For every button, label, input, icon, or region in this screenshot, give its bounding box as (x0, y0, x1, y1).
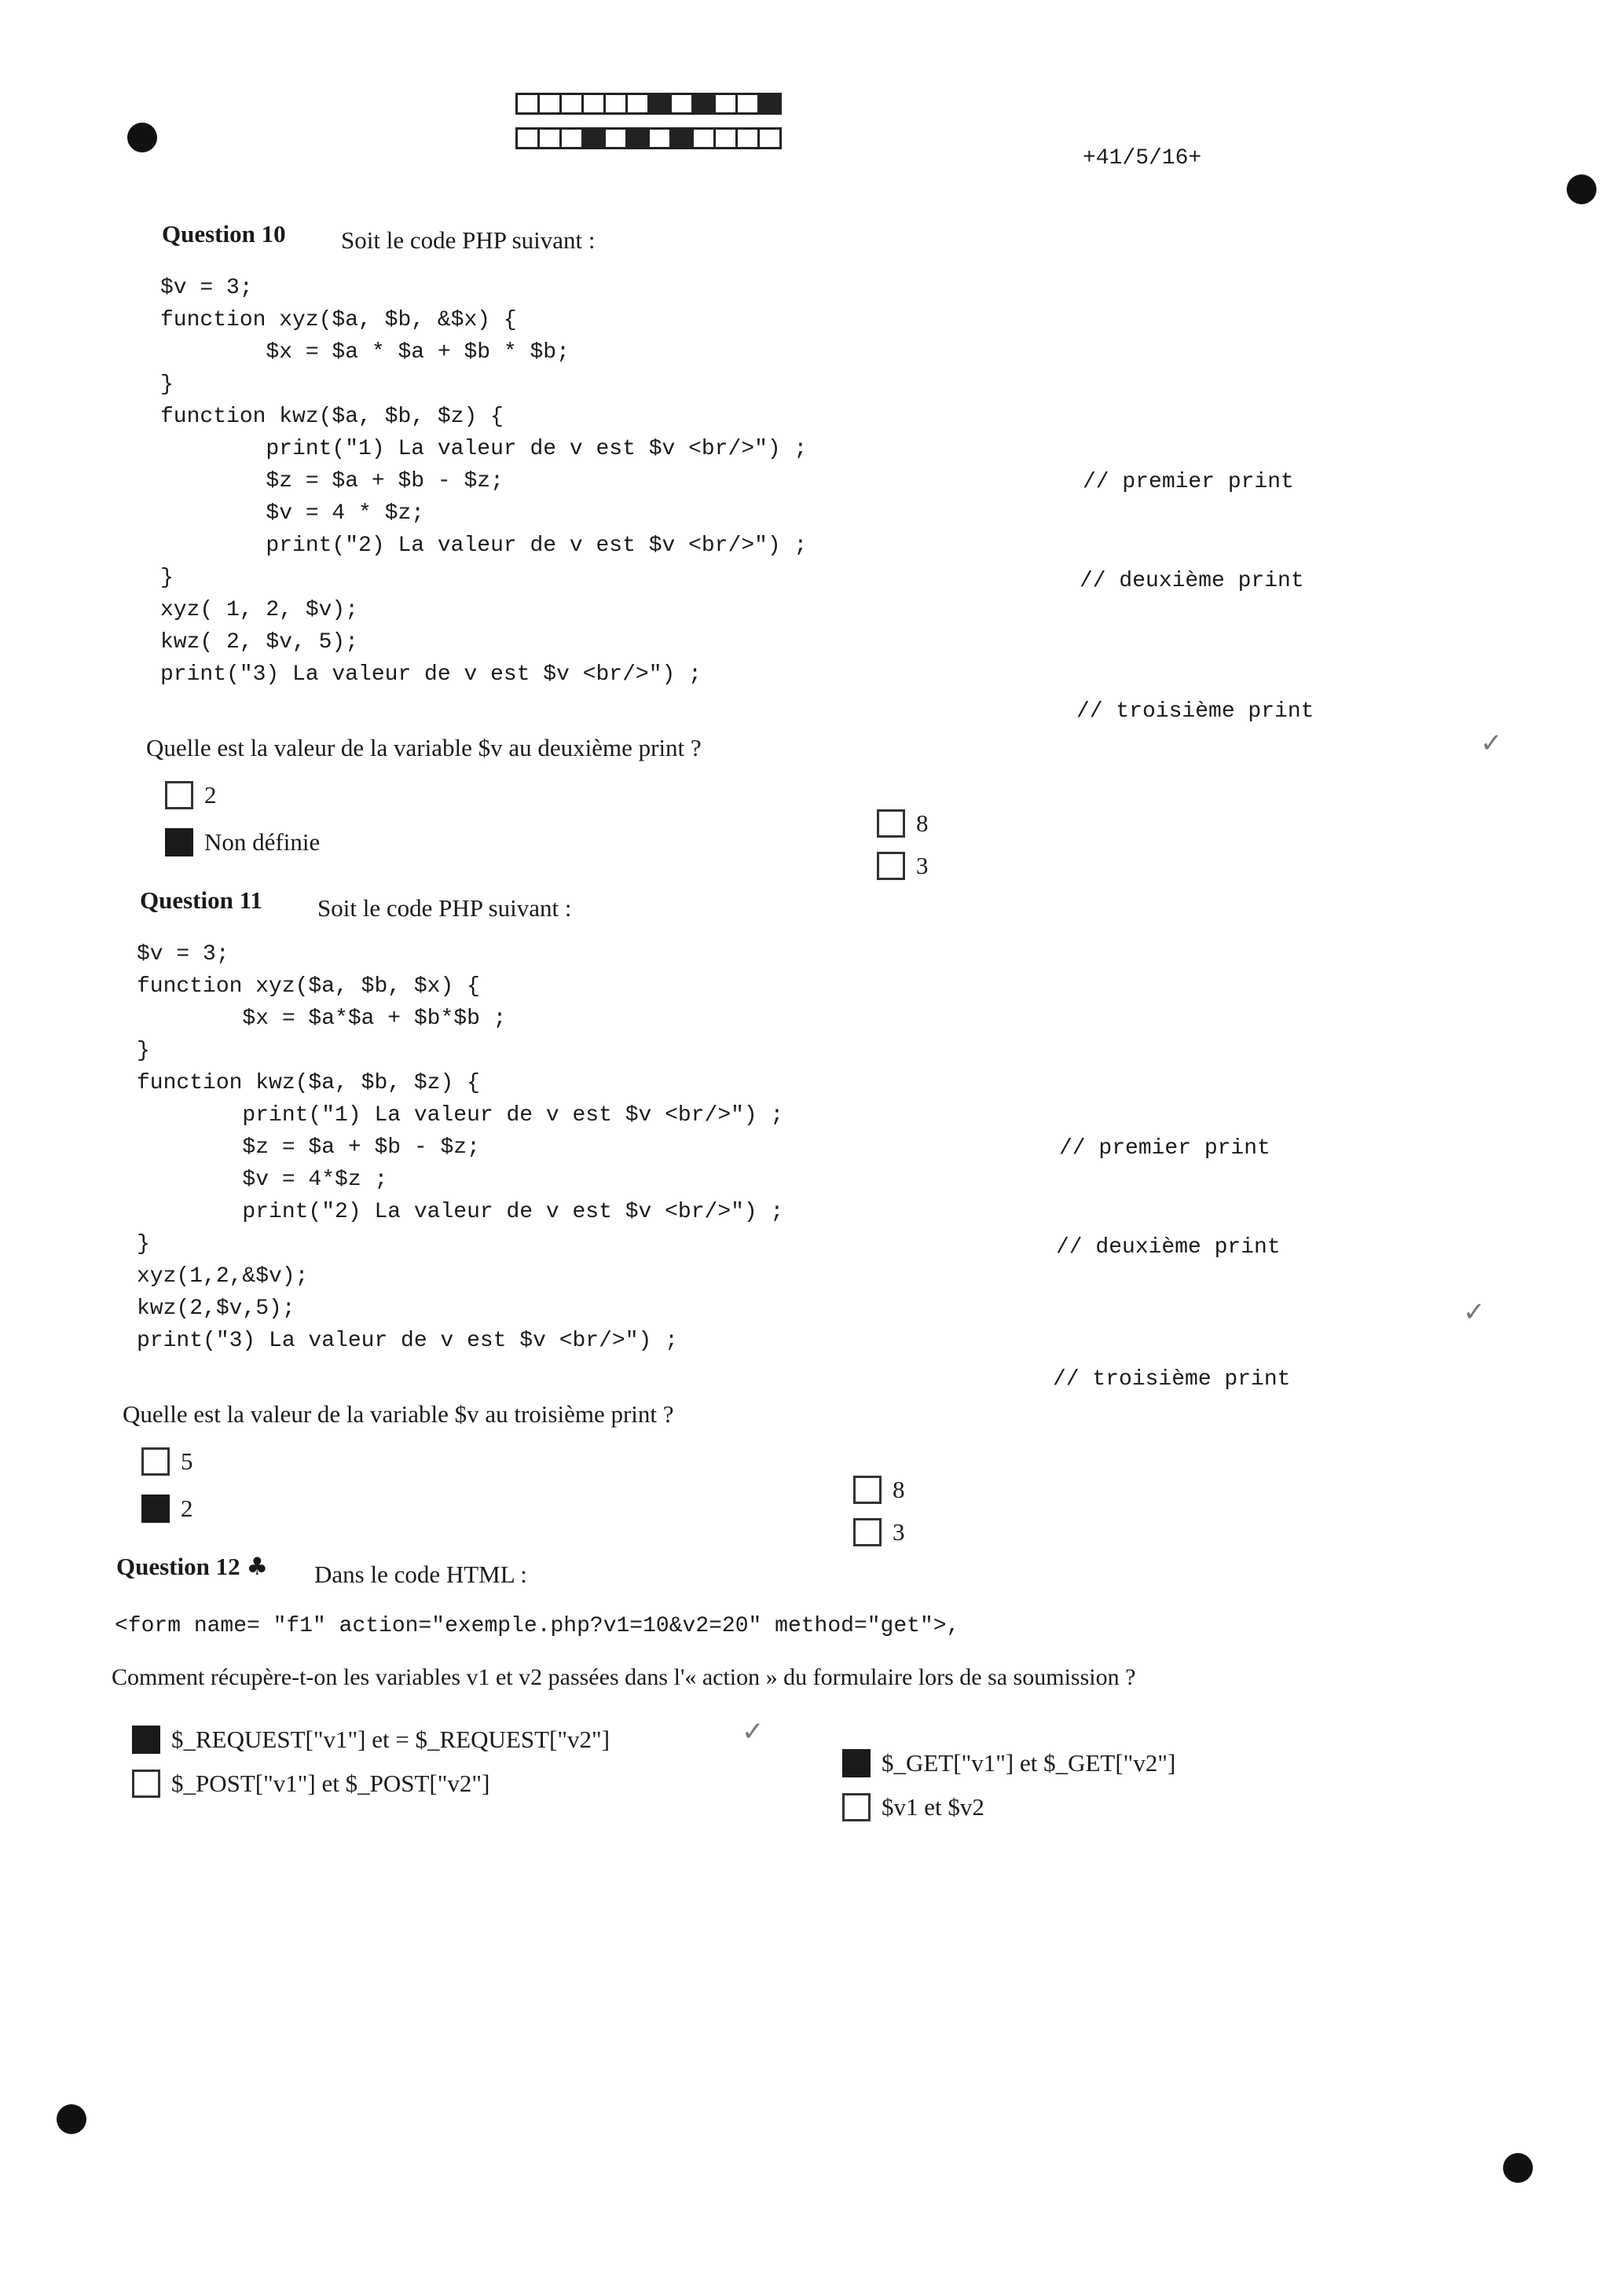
barcode-cell (603, 93, 628, 115)
q10-code-block (160, 272, 807, 691)
q10-option-non-definie[interactable]: Non définie (165, 828, 320, 856)
code-line: } (160, 372, 174, 397)
code-line: $v = 3; (137, 942, 229, 966)
barcode-cell (757, 127, 782, 149)
checkbox[interactable] (877, 809, 905, 838)
code-line: } (160, 566, 174, 590)
checkbox[interactable] (141, 1495, 170, 1523)
q11-comment-first-print: // premier print (1059, 1136, 1270, 1161)
barcode-cell (515, 93, 540, 115)
q10-option-3[interactable]: 3 (877, 852, 929, 880)
code-line: kwz( 2, $v, 5); (160, 630, 359, 655)
grader-mark: ✓ (742, 1716, 764, 1748)
barcode-cell (735, 127, 760, 149)
q10-option-2[interactable]: 2 (165, 781, 217, 809)
code-line: function xyz($a, $b, &$x) { (160, 308, 517, 332)
barcode-bottom-row (515, 127, 779, 149)
checkbox[interactable] (141, 1447, 170, 1476)
code-line: print("2) La valeur de v est $v <br/>") ; (160, 534, 808, 558)
q11-option-8[interactable]: 8 (853, 1476, 905, 1504)
barcode-cell (757, 93, 782, 115)
barcode-cell (537, 93, 562, 115)
q11-comment-third-print: // troisième print (1053, 1367, 1291, 1392)
code-line: print("1) La valeur de v est $v <br/>") ; (137, 1103, 784, 1128)
q10-option-8[interactable]: 8 (877, 809, 929, 838)
barcode-cell (713, 127, 738, 149)
barcode-cell (603, 127, 628, 149)
registration-mark-top-right (1567, 174, 1597, 204)
page-code: +41/5/16+ (1083, 146, 1202, 171)
code-line: kwz(2,$v,5); (137, 1297, 295, 1321)
checkbox[interactable] (165, 781, 193, 809)
q10-comment-second-print: // deuxième print (1080, 569, 1304, 593)
checkbox[interactable] (877, 852, 905, 880)
code-line: function xyz($a, $b, $x) { (137, 974, 480, 999)
q12-option-post[interactable]: $_POST["v1"] et $_POST["v2"] (132, 1770, 489, 1798)
code-line: } (137, 1232, 150, 1256)
q11-option-3[interactable]: 3 (853, 1518, 905, 1546)
q12-title-text: Question 12 (116, 1553, 240, 1580)
code-line: $v = 4 * $z; (160, 501, 425, 526)
code-line: print("1) La valeur de v est $v <br/>") ; (160, 437, 808, 461)
barcode-cell (713, 93, 738, 115)
barcode-cell (735, 93, 760, 115)
code-line: $v = 4*$z ; (137, 1168, 388, 1192)
barcode-top-row (515, 93, 779, 115)
q11-code-block (137, 938, 783, 1357)
q12-option-request[interactable]: $_REQUEST["v1"] et = $_REQUEST["v2"] (132, 1726, 610, 1754)
code-line: $z = $a + $b - $z; (137, 1135, 480, 1160)
barcode-cell (625, 127, 650, 149)
code-line: print("2) La valeur de v est $v <br/>") ; (137, 1200, 784, 1224)
q12-intro: Dans le code HTML : (314, 1561, 527, 1588)
barcode-cell (669, 127, 694, 149)
checkbox[interactable] (132, 1726, 160, 1754)
q12-question: Comment récupère-t-on les variables v1 et v2 passées dans l'« action » du formulaire lors de sa soumission ? (112, 1664, 1136, 1690)
q11-option-2[interactable]: 2 (141, 1495, 193, 1523)
checkbox[interactable] (853, 1476, 882, 1504)
club-icon: ♣ (246, 1553, 269, 1581)
q11-question: Quelle est la valeur de la variable $v au troisième print ? (123, 1400, 674, 1428)
checkbox[interactable] (842, 1749, 871, 1777)
code-line: $z = $a + $b - $z; (160, 469, 504, 493)
q11-option-5[interactable]: 5 (141, 1447, 193, 1476)
checkbox[interactable] (853, 1518, 882, 1546)
barcode-cell (515, 127, 540, 149)
grader-mark: ✓ (1463, 1297, 1486, 1328)
q12-option-plain-vars[interactable]: $v1 et $v2 (842, 1793, 984, 1821)
q10-comment-first-print: // premier print (1083, 470, 1294, 494)
checkbox[interactable] (842, 1793, 871, 1821)
q11-comment-second-print: // deuxième print (1056, 1235, 1281, 1260)
code-line: xyz(1,2,&$v); (137, 1264, 309, 1289)
grader-mark: ✓ (1480, 728, 1503, 759)
q12-option-get[interactable]: $_GET["v1"] et $_GET["v2"] (842, 1749, 1175, 1777)
registration-mark-bottom-left (57, 2104, 86, 2134)
checkbox[interactable] (165, 828, 193, 856)
code-line: function kwz($a, $b, $z) { (137, 1071, 480, 1095)
q10-question: Quelle est la valeur de la variable $v au deuxième print ? (146, 734, 702, 761)
barcode-cell (581, 93, 606, 115)
code-line: $x = $a * $a + $b * $b; (160, 340, 570, 365)
barcode-cell (559, 127, 584, 149)
q10-comment-third-print: // troisième print (1076, 699, 1314, 724)
code-line: $x = $a*$a + $b*$b ; (137, 1007, 507, 1031)
q10-intro: Soit le code PHP suivant : (341, 226, 596, 254)
q10-title: Question 10 (162, 220, 286, 248)
barcode-cell (691, 93, 716, 115)
code-line: } (137, 1039, 150, 1063)
code-line: function kwz($a, $b, $z) { (160, 405, 504, 429)
checkbox[interactable] (132, 1770, 160, 1798)
q11-title: Question 11 (140, 886, 262, 914)
barcode-cell (669, 93, 694, 115)
barcode-cell (647, 93, 672, 115)
registration-mark-bottom-right (1503, 2153, 1533, 2183)
code-line: print("3) La valeur de v est $v <br/>") ; (137, 1329, 678, 1353)
code-line: print("3) La valeur de v est $v <br/>") ; (160, 662, 702, 687)
q12-title (116, 1553, 268, 1581)
barcode-cell (647, 127, 672, 149)
barcode-cell (625, 93, 650, 115)
barcode-cell (559, 93, 584, 115)
code-line: $v = 3; (160, 276, 253, 300)
registration-mark-top-left (127, 123, 157, 152)
code-line: xyz( 1, 2, $v); (160, 598, 359, 622)
q11-intro: Soit le code PHP suivant : (317, 894, 572, 922)
barcode-cell (581, 127, 606, 149)
barcode-cell (691, 127, 716, 149)
q12-code: <form name= "f1" action="exemple.php?v1=10&v2=20" method="get">, (115, 1614, 960, 1638)
barcode-cell (537, 127, 562, 149)
